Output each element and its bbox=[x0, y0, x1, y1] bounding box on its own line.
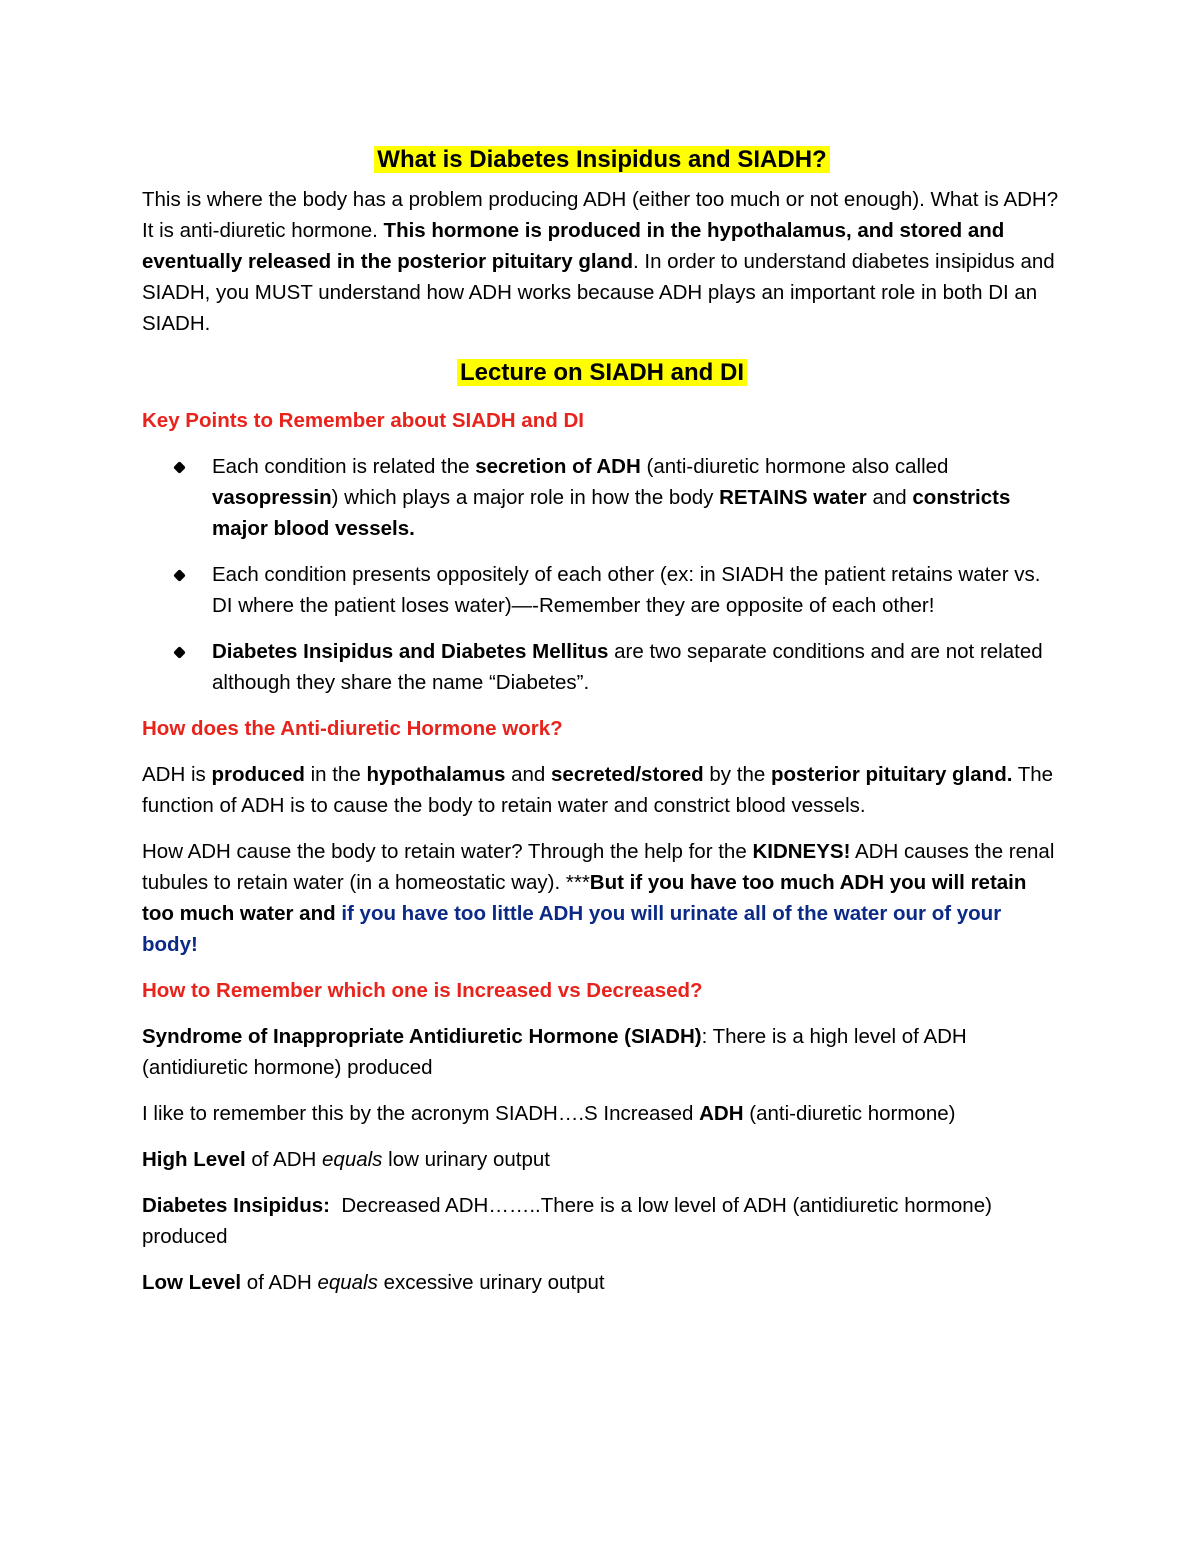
text-run: of ADH bbox=[241, 1271, 318, 1294]
bold-run: High Level bbox=[142, 1148, 246, 1171]
lecture-title bbox=[142, 353, 1062, 393]
text-run: are two separate conditions and are not related although they share the name “Diabetes”. bbox=[212, 640, 1043, 694]
bold-run: secreted/stored bbox=[551, 763, 704, 786]
bullet-text bbox=[212, 451, 1062, 544]
bold-run: constricts major blood vessels. bbox=[212, 486, 1011, 540]
text-run: by the bbox=[703, 763, 771, 786]
text-run: of ADH bbox=[245, 1148, 323, 1171]
text-run: and bbox=[866, 486, 913, 509]
bold-run: posterior pituitary gland. bbox=[770, 763, 1013, 786]
intro-text-1: This is where the body has a problem producing ADH (either too much or not enough). What is ADH? It is anti-diuretic hormone. bbox=[142, 188, 1059, 242]
bullet-icon bbox=[173, 461, 186, 474]
text-run: Decreased ADH……..There is a low level of ADH (antidiuretic hormone) produced bbox=[142, 1194, 998, 1248]
bullet-icon bbox=[173, 646, 186, 659]
intro-text-2: . In order to understand diabetes insipidus and SIADH, you MUST understand how ADH works because ADH plays an important role in both DI an SIADH. bbox=[142, 250, 1055, 335]
text-run: : There is a high level of ADH (antidiuretic hormone) produced bbox=[142, 1025, 967, 1079]
blue-emphasis-run: if you have too little ADH you will urinate all of the water our of your body! bbox=[142, 902, 1002, 956]
bold-run: secretion of ADH bbox=[475, 455, 641, 478]
text-run: low urinary output bbox=[382, 1148, 550, 1171]
adh-heading: How does the Anti-diuretic Hormone work? bbox=[142, 717, 563, 740]
bold-run: RETAINS water bbox=[719, 486, 867, 509]
text-run: ADH is bbox=[142, 763, 212, 786]
key-points-heading: Key Points to Remember about SIADH and DI bbox=[142, 409, 584, 432]
text-run: and bbox=[505, 763, 552, 786]
adh-paragraph-1 bbox=[142, 759, 1062, 821]
text-run: I like to remember this by the acronym SIADH….S Increased bbox=[142, 1102, 700, 1125]
bullet-text bbox=[212, 636, 1062, 698]
di-definition bbox=[142, 1190, 1062, 1252]
list-item bbox=[142, 559, 1062, 621]
bold-run: Diabetes Insipidus and Diabetes Mellitus bbox=[212, 640, 609, 663]
low-level-paragraph bbox=[142, 1267, 1062, 1298]
text-run: ADH causes the renal tubules to retain water (in a homeostatic way). *** bbox=[142, 840, 1055, 894]
text-run: Each condition is related the bbox=[212, 455, 476, 478]
main-title bbox=[142, 140, 1062, 180]
key-points-list bbox=[142, 451, 1062, 698]
intro-bold-1: This hormone is produced in the hypothalamus, and stored and eventually released in the posterior pituitary gland bbox=[142, 219, 1005, 273]
text-run: How ADH cause the body to retain water? Through the help for the bbox=[142, 840, 753, 863]
text-run: (anti-diuretic hormone) bbox=[743, 1102, 956, 1125]
document-body bbox=[142, 140, 1062, 1298]
adh-paragraph-2 bbox=[142, 836, 1062, 960]
bold-run: ADH bbox=[699, 1102, 744, 1125]
bold-run: But if you have too much ADH you will retain too much water and bbox=[142, 871, 1027, 925]
bold-run: hypothalamus bbox=[366, 763, 506, 786]
text-run: in the bbox=[304, 763, 367, 786]
italic-run: equals bbox=[322, 1148, 383, 1171]
bold-run: Low Level bbox=[142, 1271, 242, 1294]
remember-heading: How to Remember which one is Increased vs Decreased? bbox=[142, 979, 703, 1002]
siadh-definition bbox=[142, 1021, 1062, 1083]
text-run: The function of ADH is to cause the body to retain water and constrict blood vessels. bbox=[142, 763, 1054, 817]
bold-run: KIDNEYS! bbox=[752, 840, 851, 863]
bullet-text: Each condition presents oppositely of each other (ex: in SIADH the patient retains water vs. DI where the patient loses water)—-Remember they are opposite of each other! bbox=[212, 563, 1041, 617]
text-run: (anti-diuretic hormone also called bbox=[640, 455, 949, 478]
high-level-paragraph bbox=[142, 1144, 1062, 1175]
list-item bbox=[142, 636, 1062, 698]
bullet-icon bbox=[173, 569, 186, 582]
italic-run: equals bbox=[317, 1271, 378, 1294]
bold-run: vasopressin bbox=[212, 486, 332, 509]
intro-paragraph bbox=[142, 184, 1062, 339]
text-run: excessive urinary output bbox=[377, 1271, 605, 1294]
bold-run: produced bbox=[211, 763, 305, 786]
list-item bbox=[142, 451, 1062, 544]
main-title-highlight: What is Diabetes Insipidus and SIADH? bbox=[374, 146, 829, 173]
bold-run: Diabetes Insipidus: bbox=[142, 1194, 330, 1217]
lecture-title-highlight: Lecture on SIADH and DI bbox=[457, 359, 747, 386]
bold-run: Syndrome of Inappropriate Antidiuretic Hormone (SIADH) bbox=[142, 1025, 702, 1048]
text-run: ) which plays a major role in how the body bbox=[331, 486, 720, 509]
acronym-paragraph bbox=[142, 1098, 1062, 1129]
